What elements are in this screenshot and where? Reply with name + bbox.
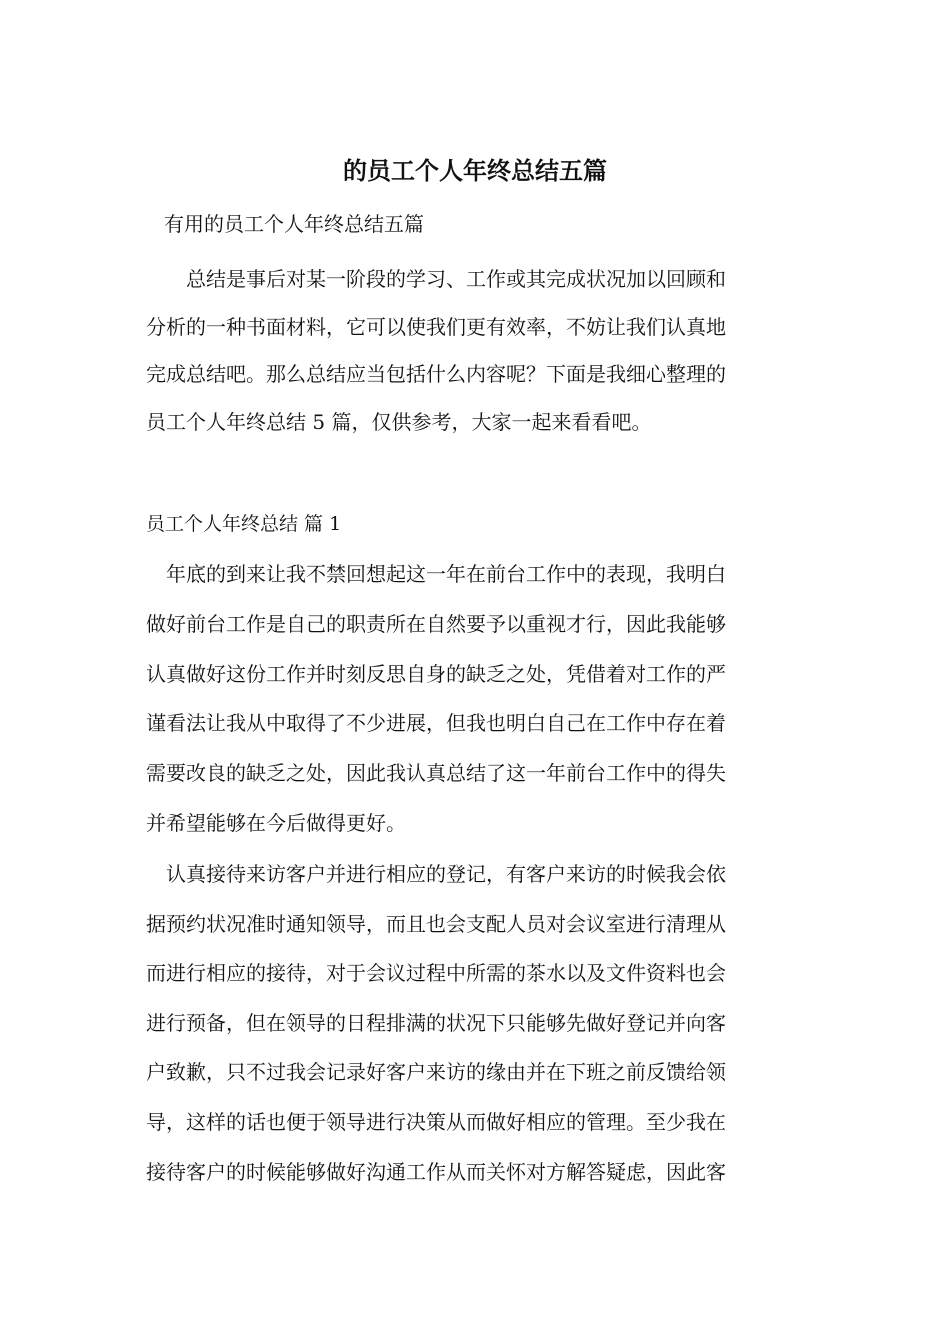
paragraph-line: 认真接待来访客户并进行相应的登记，有客户来访的时候我会依 (146, 862, 726, 886)
paragraph-line: 户致歉，只不过我会记录好客户来访的缘由并在下班之前反馈给领 (146, 1060, 726, 1085)
body-paragraph-1 (146, 550, 806, 849)
paragraph-line: 进行预备，但在领导的日程排满的状况下只能够先做好登记并向客 (146, 1010, 726, 1035)
intro-line: 员工个人年终总结 5 篇，仅供参考，大家一起来看看吧。 (146, 409, 652, 434)
intro-paragraph (146, 256, 806, 446)
paragraph-line: 并希望能够在今后做得更好。 (146, 810, 406, 835)
paragraph-line: 导，这样的话也便于领导进行决策从而做好相应的管理。至少我在 (146, 1109, 726, 1134)
paragraph-line: 做好前台工作是自己的职责所在自然要予以重视才行，因此我能够 (146, 611, 726, 636)
section-heading: 员工个人年终总结 篇 1 (146, 513, 342, 535)
paragraph-line: 认真做好这份工作并时刻反思自身的缺乏之处，凭借着对工作的严 (146, 661, 726, 686)
paragraph-line: 年底的到来让我不禁回想起这一年在前台工作中的表现，我明白 (146, 562, 726, 586)
intro-line: 总结是事后对某一阶段的学习、工作或其完成状况加以回顾和 (146, 267, 726, 291)
paragraph-line: 接待客户的时候能够做好沟通工作从而关怀对方解答疑虑，因此客 (146, 1159, 726, 1184)
body-paragraph-2 (146, 850, 806, 1197)
intro-line: 分析的一种书面材料，它可以使我们更有效率，不妨让我们认真地 (146, 314, 726, 339)
paragraph-line: 需要改良的缺乏之处，因此我认真总结了这一年前台工作中的得失 (146, 761, 726, 786)
document-subtitle: 有用的员工个人年终总结五篇 (164, 212, 424, 236)
paragraph-line: 而进行相应的接待，对于会议过程中所需的茶水以及文件资料也会 (146, 961, 726, 986)
intro-line: 完成总结吧。那么总结应当包括什么内容呢？下面是我细心整理的 (146, 362, 726, 386)
paragraph-line: 据预约状况准时通知领导，而且也会支配人员对会议室进行清理从 (146, 911, 726, 936)
paragraph-line: 谨看法让我从中取得了不少进展，但我也明白自己在工作中存在着 (146, 711, 726, 736)
document-title: 的员工个人年终总结五篇 (343, 156, 607, 185)
